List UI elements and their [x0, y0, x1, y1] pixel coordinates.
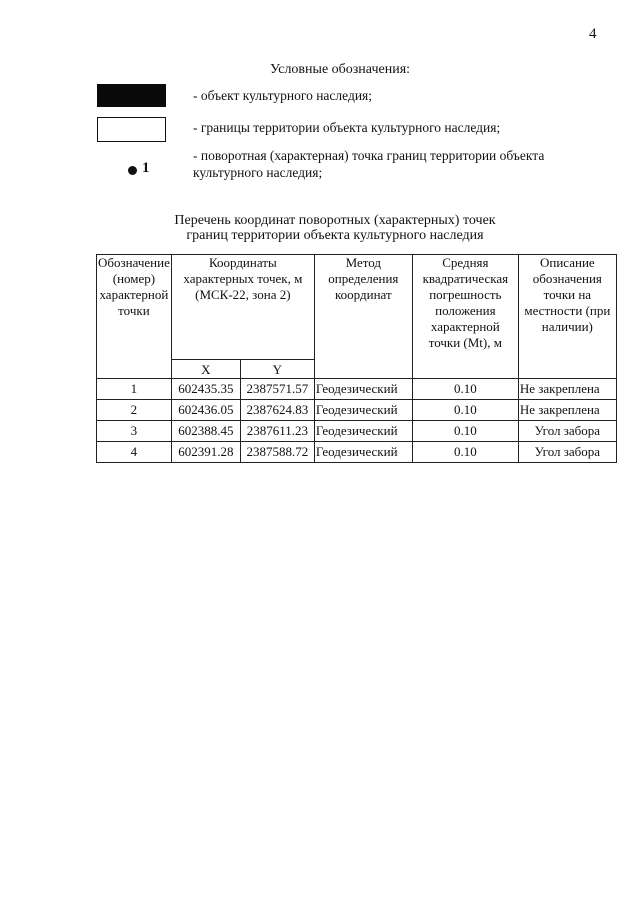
legend-item-heritage-object: - объект культурного наследия;	[193, 88, 373, 103]
cell-method: Геодезический	[314, 442, 412, 463]
point-dot-icon	[128, 166, 137, 175]
legend-item-turning-point: - поворотная (характерная) точка границ территории объекта культурного наследия;	[193, 148, 545, 180]
table-row	[97, 442, 617, 463]
cell-description: Не закреплена	[518, 379, 616, 400]
cell-point: 3	[97, 421, 172, 442]
table-row	[97, 400, 617, 421]
header-error: Средняя квадратическая погрешность положения характерной точки (Mt), м	[412, 255, 518, 379]
cell-method: Геодезический	[314, 421, 412, 442]
header-coordinates: Координаты характерных точек, м (МСК-22, зона 2)	[171, 255, 314, 360]
point-marker	[128, 160, 150, 177]
cell-y: 2387571.57	[240, 379, 314, 400]
cell-description: Угол забора	[518, 421, 616, 442]
cell-point: 1	[97, 379, 172, 400]
cell-description: Угол забора	[518, 442, 616, 463]
cell-x: 602436.05	[171, 400, 240, 421]
page-number: 4	[589, 26, 597, 42]
point-marker-label: 1	[142, 160, 150, 176]
cell-description: Не закреплена	[518, 400, 616, 421]
cell-point: 4	[97, 442, 172, 463]
cell-y: 2387588.72	[240, 442, 314, 463]
cell-error: 0.10	[412, 379, 518, 400]
header-x: X	[171, 360, 240, 379]
header-description: Описание обозначения точки на местности (при наличии)	[518, 255, 616, 379]
table-caption-line-2: границ территории объекта культурного наследия	[186, 228, 484, 243]
header-y: Y	[240, 360, 314, 379]
filled-rectangle-icon	[97, 84, 166, 107]
table-caption-line-1: Перечень координат поворотных (характерных) точек	[174, 213, 496, 228]
cell-method: Геодезический	[314, 400, 412, 421]
cell-x: 602391.28	[171, 442, 240, 463]
table-row	[97, 421, 617, 442]
header-method: Метод определения координат	[314, 255, 412, 379]
table-row	[97, 379, 617, 400]
cell-y: 2387624.83	[240, 400, 314, 421]
cell-error: 0.10	[412, 442, 518, 463]
cell-error: 0.10	[412, 400, 518, 421]
coordinates-table	[96, 254, 617, 463]
cell-point: 2	[97, 400, 172, 421]
table-caption	[120, 213, 550, 243]
header-point: Обозначение (номер) характерной точки	[97, 255, 172, 379]
cell-x: 602435.35	[171, 379, 240, 400]
legend-title: Условные обозначения:	[270, 62, 411, 77]
cell-y: 2387611.23	[240, 421, 314, 442]
outlined-rectangle-icon	[97, 117, 166, 142]
cell-error: 0.10	[412, 421, 518, 442]
legend-item-territory-boundary: - границы территории объекта культурного наследия;	[193, 120, 501, 135]
cell-x: 602388.45	[171, 421, 240, 442]
cell-method: Геодезический	[314, 379, 412, 400]
